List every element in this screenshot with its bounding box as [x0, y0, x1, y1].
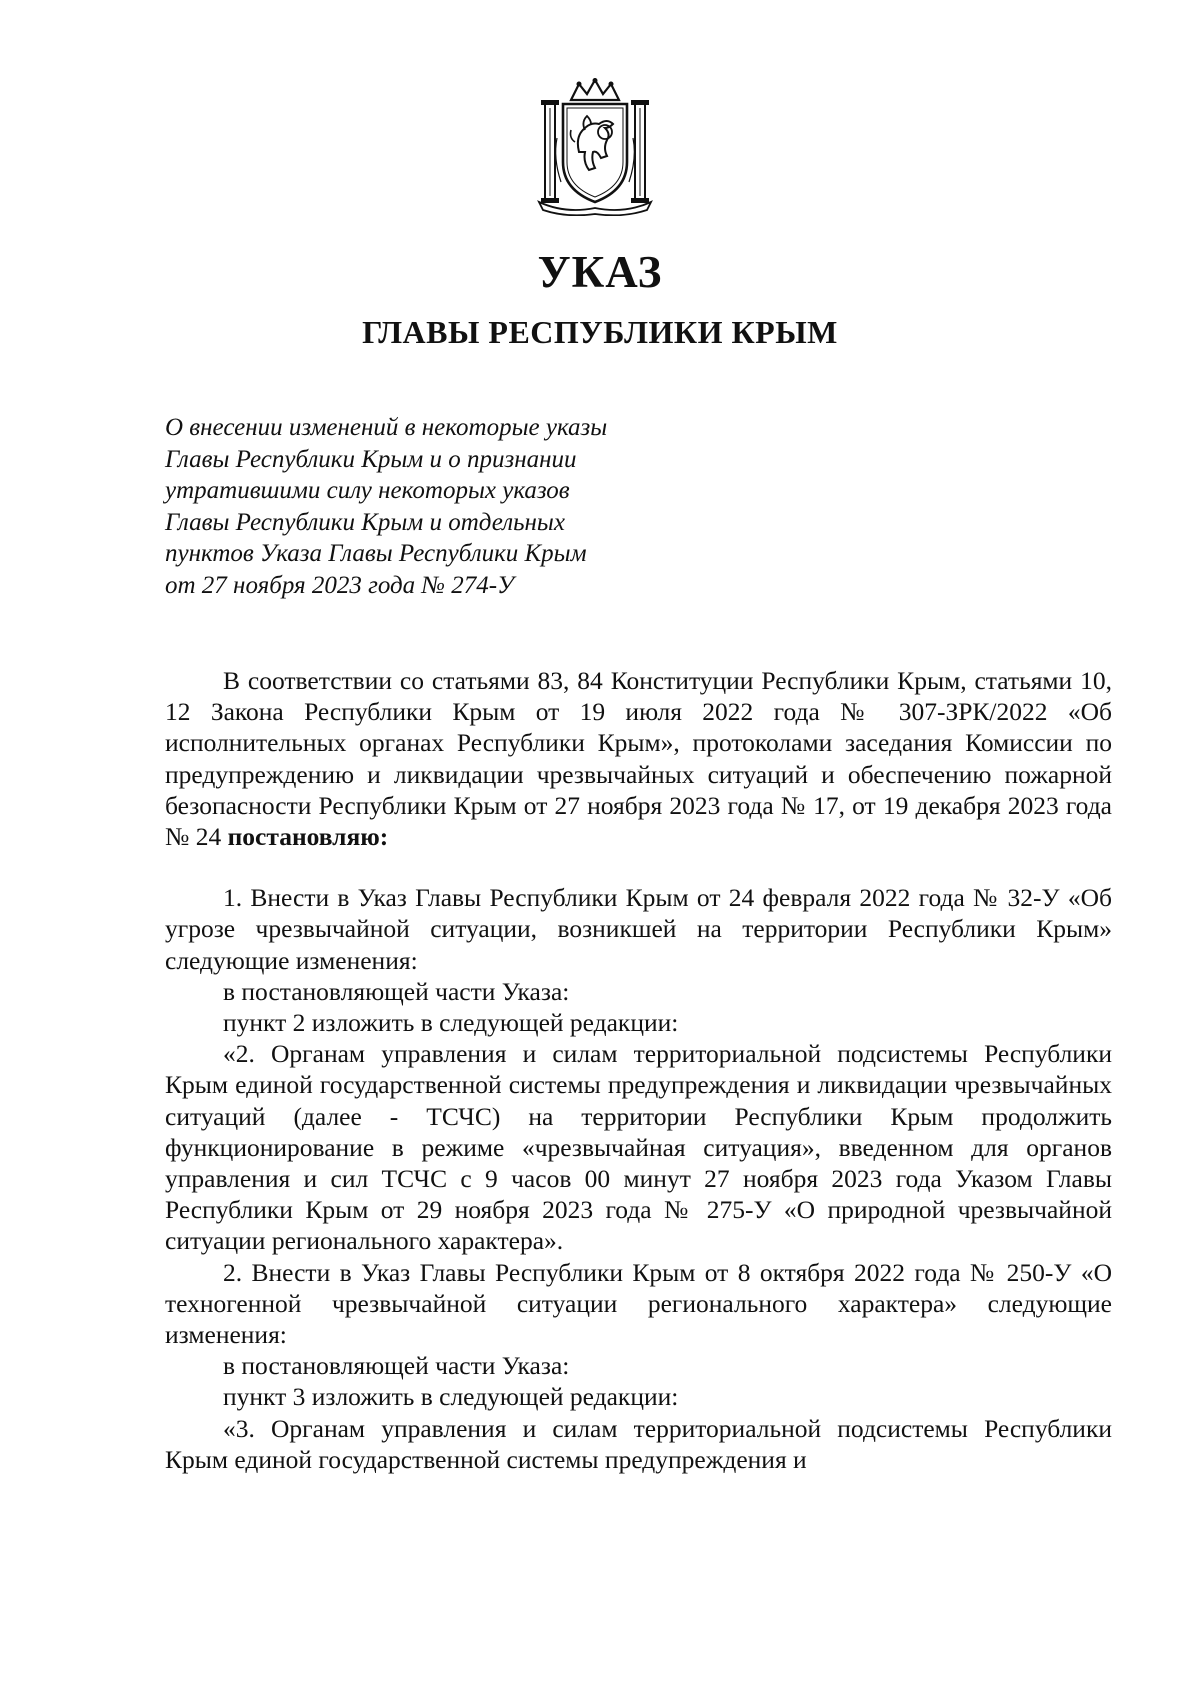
preamble-paragraph: [165, 665, 1112, 852]
body-paragraph: пункт 3 изложить в следующей редакции:: [223, 1382, 679, 1412]
body-paragraph: в постановляющей части Указа:: [223, 1351, 570, 1381]
body-paragraph: 2. Внести в Указ Главы Республики Крым от 8 октября 2022 года № 250-У «О техногенной чрезвычайной ситуации регионального характера» следующие изменения:: [165, 1257, 1112, 1350]
subject-line: Главы Республики Крым и отдельных: [165, 508, 565, 536]
document-title: УКАЗ: [537, 247, 663, 297]
document-subject: [165, 412, 725, 601]
decree-word: постановляю:: [227, 822, 389, 852]
preamble-text: В соответствии со статьями 83, 84 Конституции Республики Крым, статьями 10, 12 Закона Республики Крым от 19 июля 2022 года № 307-ЗРК/2022 «Об исполнительных органах Республики Крым», протоколами заседания Комиссии по предупреждению и ликвидации чрезвычайных ситуаций и обеспечению пожарной безопасности Республики Крым от 27 ноября 2023 года № 17, от 19 декабря 2023 года № 24: [165, 666, 1112, 852]
subject-line: Главы Республики Крым и о признании: [165, 445, 577, 473]
body-paragraph: пункт 2 изложить в следующей редакции:: [223, 1008, 679, 1038]
paragraph-gap: [165, 852, 1112, 882]
coat-of-arms-icon: [535, 78, 655, 216]
body-paragraph: 1. Внести в Указ Главы Республики Крым от 24 февраля 2022 года № 32-У «Об угрозе чрезвычайной ситуации, возникшей на территории Республики Крым» следующие изменения:: [165, 883, 1112, 975]
body-paragraph: «2. Органам управления и силам территориальной подсистемы Республики Крым единой государственной системы предупреждения и ликвидации чрезвычайных ситуаций (далее - ТСЧС) на территории Республики Крым продолжить функционирование в режиме «чрезвычайная ситуация», введенном для органов управления и сил ТСЧС с 9 часов 00 минут 27 ноября 2023 года Указом Главы Республики Крым от 29 ноября 2023 года № 275-У «О природной чрезвычайной ситуации регионального характера».: [165, 1039, 1112, 1256]
body-paragraph: «3. Органам управления и силам территориальной подсистемы Республики Крым единой государственной системы предупреждения и: [165, 1413, 1112, 1474]
subject-line: О внесении изменений в некоторые указы: [165, 414, 608, 441]
body-paragraph: в постановляющей части Указа:: [223, 976, 570, 1006]
subject-line: пунктов Указа Главы Республики Крым: [165, 540, 587, 567]
subject-line: от 27 ноября 2023 года № 274-У: [165, 571, 514, 599]
document-body: [165, 665, 1112, 1475]
document-subtitle: ГЛАВЫ РЕСПУБЛИКИ КРЫМ: [362, 314, 838, 350]
subject-line: утратившими силу некоторых указов: [165, 477, 570, 504]
